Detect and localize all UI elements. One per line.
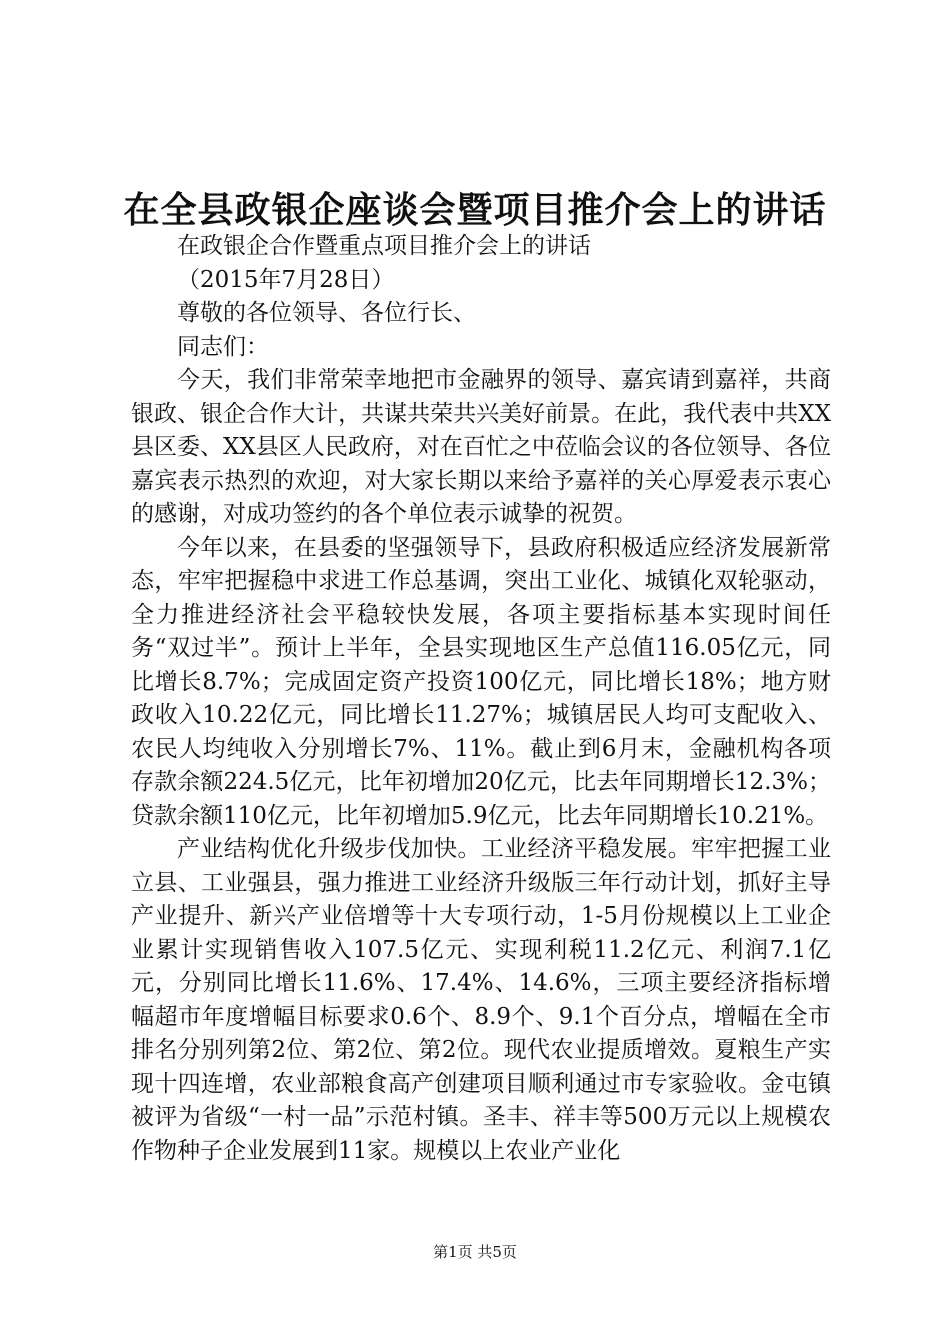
- paragraph-welcome: 今天，我们非常荣幸地把市金融界的领导、嘉宾请到嘉祥，共商银政、银企合作大计，共谋共荣共兴美好前景。在此，我代表中共XX县区委、XX县区人民政府，对在百忙之中莅临会议的各位领导、各位嘉宾表示热烈的欢迎，对大家长期以来给予嘉祥的关心厚爱表示衷心的感谢，对成功签约的各个单位表示诚挚的祝贺。: [131, 367, 831, 527]
- speech-subtitle: 在政银企合作暨重点项目推介会上的讲话: [177, 233, 591, 259]
- document-body: [131, 230, 831, 1168]
- speech-date: （2015年7月28日）: [177, 266, 395, 293]
- salutation-comrades: 同志们：: [177, 333, 269, 360]
- salutation: 尊敬的各位领导、各位行长、: [177, 300, 476, 326]
- paragraph-economy: 今年以来，在县委的坚强领导下，县政府积极适应经济发展新常态，牢牢把握稳中求进工作总基调，突出工业化、城镇化双轮驱动，全力推进经济社会平稳较快发展，各项主要指标基本实现时间任务“双过半”。预计上半年，全县实现地区生产总值116.05亿元，同比增长8.7%；完成固定资产投资100亿元，同比增长18%；地方财政收入10.22亿元，同比增长11.27%；城镇居民人均可支配收入、农民人均纯收入分别增长7%、11%。截止到6月末，金融机构各项存款余额224.5亿元，比年初增加20亿元，比去年同期增长12.3%；贷款余额110亿元，比年初增加5.9亿元，比去年同期增长10.21%。: [131, 534, 831, 829]
- document-title: 在全县政银企座谈会暨项目推介会上的讲话: [123, 189, 827, 231]
- page-footer: 第1页 共5页: [433, 1243, 517, 1261]
- paragraph-industry: 产业结构优化升级步伐加快。工业经济平稳发展。牢牢把握工业立县、工业强县，强力推进工业经济升级版三年行动计划，抓好主导产业提升、新兴产业倍增等十大专项行动，1-5月份规模以上工业企业累计实现销售收入107.5亿元、实现利税11.2亿元、利润7.1亿元，分别同比增长11.6%、17.4%、14.6%，三项主要经济指标增幅超市年度增幅目标要求0.6个、8.9个、9.1个百分点，增幅在全市排名分别列第2位、第2位、第2位。现代农业提质增效。夏粮生产实现十四连增，农业部粮食高产创建项目顺利通过市专家验收。金屯镇被评为省级“一村一品”示范村镇。圣丰、祥丰等500万元以上规模农作物种子企业发展到11家。规模以上农业产业化: [131, 836, 831, 1164]
